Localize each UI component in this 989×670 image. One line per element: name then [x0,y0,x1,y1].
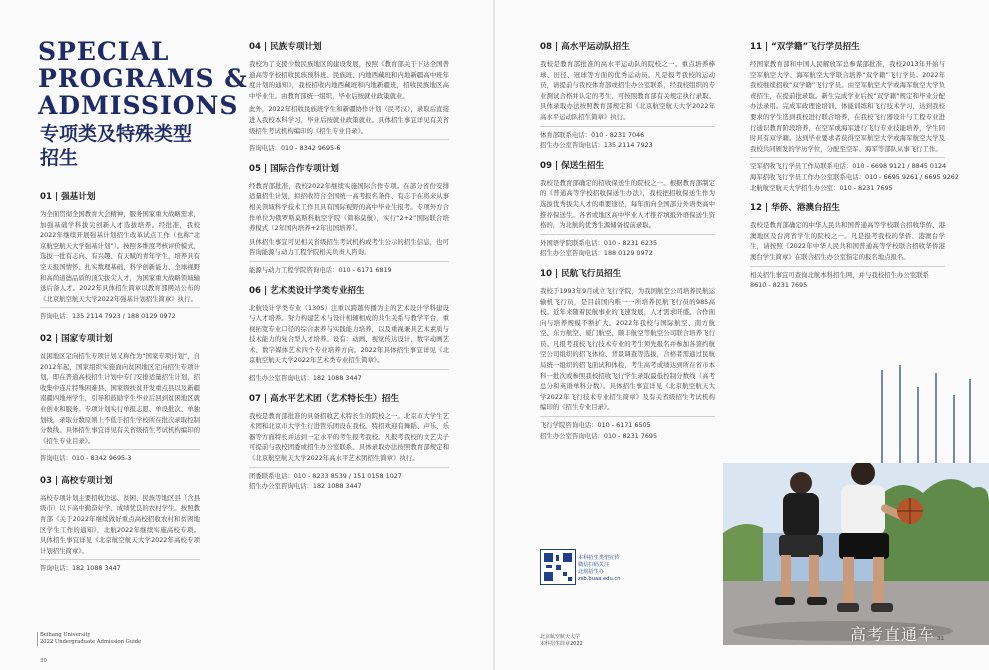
section-title: 01 | 强基计划 [40,192,96,202]
section-contact [540,234,715,259]
qr-code [540,549,576,585]
qr-caption [578,555,621,583]
section-body: 北航设计学类专业（130S）注重以跨越传播为主的艺术设计学科建设与人才培养。努力构建艺术与设计相辅相成的共生关系与教学平台，重视拓宽专业口径的综合素养与实践能力培养，以及重视兼具艺术素质与技术能力的复合型人才培养。设有：动画、视觉传达设计、数字动画艺术、数字媒体艺术四个专业培养方向。2022年具体招生事宜详见《北京航空航天大学2022年艺术类专业招生简章》。 [249,303,449,365]
section-body: 我校为了支援少数民族地区的建设发展，按照《教育部关于下达全国普通高等学校招收民族预科班、民族班、内地西藏班和内地新疆高中班年度计划的通知》，我校招收内地西藏班和内地新疆班，招收民族地区高中毕业生。由教育部统一组织，毕业后按就业政策就业。 [249,60,449,100]
footer-left [40,632,141,646]
section-contact [249,261,449,276]
page-number-right: 31 [937,636,944,642]
contact-line: 咨询电话：010 - 8342 9695-6 [249,144,341,153]
footer-line: 本科招生简章2022 [540,641,583,647]
column-3 [540,42,715,447]
footer-line: 2022 Undergraduate Admission Guide [40,639,142,645]
section-title: 10 | 民航飞行员招生 [540,268,622,279]
section-body: 具体招生事宜可见相关省级招生考试机构或考生公示的招生信息，也可咨询能源与动力工程学院相关负责人咨询。 [249,237,449,257]
qr-caption-line: 北航招生办 [578,569,604,575]
section-contact [249,467,449,492]
contact-line: 北航航空航天大学招生办公室：010 - 8231 7695 [750,183,893,192]
chinese-heading-line: 招生 [40,147,79,169]
section-title: 12 | 华侨、港澳台招生 [750,203,840,214]
heading-line: ADMISSIONS [38,91,239,120]
contact-line: 能源与动力工程学院咨询电话：010 - 6171 6819 [249,265,392,274]
page-number-left: 30 [40,658,47,664]
chinese-heading-line: 专项类及特殊类型 [40,123,193,145]
contact-line: 咨询电话：010 - 8342 9695-3 [40,454,132,463]
section-02 [40,334,200,464]
heading-line: PROGRAMS & [38,64,248,93]
contact-line: 招生办公室咨询电话：182 1088 3447 [249,482,362,491]
page-gutter [493,0,495,670]
section-title: 09 | 保送生招生 [540,160,605,171]
section-title: 07 | 高水平艺术团（艺术特长生）招生 [249,393,399,404]
contact-line: 团委联系电话：010 - 8233 8539 / 151 0158 1027 [249,471,402,480]
contact-line: 招生办公室咨询电话：188 0129 0972 [540,249,653,258]
section-12 [750,203,945,291]
contact-line: 体育部联系电话：010 - 8231 7046 [540,130,645,139]
qr-caption-line: zsb.buaa.edu.cn [578,576,621,582]
section-body: 我校是教育部确定的中华人民共和国普通高等学校联合招收华侨、港澳地区及台湾省学生的院校之一。凡是报考我校的华侨、港澳台学生，请按照《2022年中华人民共和国普通高等学校联合招收华侨港澳台学生简章》在联合招生办公室指定的报名地点报名。 [750,221,945,261]
section-03 [40,476,200,574]
chinese-heading [40,122,192,170]
section-08 [540,42,715,151]
section-body: 我校于1993年9月成立飞行学院，为我国航空公司培养民航运输机飞行员，是目前国内唯一一所培养民航飞行员的985高校。近年来随着民航事业的飞速发展，人才需求旺盛。合作面向与培养规模不断扩大。2022年我校与国际航空、南方航空、东方航空、厦门航空、顺丰航空等航空公司联合培养飞行员。凡报考我校飞行技术专业的考生须先报名并参加各签约航空公司组织的招飞体检、背景调查等选拔，合格者需通过民航局统一组织的招飞面试和体检，考生高考成绩达到所在省市本科一批次或参照我校招收飞行学生录取最低控制分数线（高考总分和英语单科分数）。具体招生事宜详见《北京航空航天大学2022年飞行技术专业招生简章》及有关省级招生考试机构编印的《招生专业目录》。 [540,286,715,412]
section-07 [249,394,449,492]
heading-line: SPECIAL [38,37,170,66]
section-contact [540,416,715,441]
section-title: 06 | 艺术类设计学类专业招生 [249,285,365,296]
section-11 [750,42,959,193]
section-body: 为全面贯彻全国教育大会精神，服务国家重大战略需求，加强基础学科拔尖创新人才选拔培养。经批准，我校2022年继续开展强基计划招生改革试点工作（也称“北京航空航天大学强基计划”）。按照多维度考核评价模式，选拔一批有志向、有兴趣、有天赋的青年学生，培养具有空天报国情怀、扎实数理基础、科学创新能力、全球视野和高尚道德品质的顶尖拔尖人才，为国家重大战略领域输送后备人才。2022年具体招生简章以教育部网站公布的《北京航空航天大学2022年强基计划招生简章》执行。 [40,210,200,303]
contact-line: 招生办公室咨询电话：182 1088 3447 [249,374,362,383]
section-05 [249,164,449,276]
contact-line: 8610 - 8231 7695 [750,281,808,290]
section-title: 05 | 国际合作专项计划 [249,163,339,174]
section-body: 我校是教育部批准的具备招收艺术特长生的院校之一。北京市大学生艺术团和北京市大学生行进管乐团设在我校。特招欢迎有舞蹈、声乐、乐器等方面特长并达到一定水平的考生报考我校。凡报考我校的文艺尖子可提前与我校团委或招生办公室联系。具体录取办法按照教育部规定和《北京航空航天大学2022年高水平艺术团招生简章》执行。 [249,411,449,463]
section-contact [40,307,200,322]
section-contact [249,369,449,384]
section-contact [40,449,200,464]
english-heading [38,38,248,119]
section-body: 高校专项计划主要招收边远、贫困、民族等地区县（含县级市）以下高中勤奋好学、成绩优良的农村学生。按照教育部《关于2022年继续做好重点高校招收农村和贫困地区学生工作的通知》，北航2022年继续实施高校专项。具体招生事宜详见《北京航空航天大学2022年高校专项计划招生简章》。 [40,493,200,555]
section-body: 此外，2022年招收民族班学生和新疆协作计划（民考汉），录取后直接进入我校本科学习，毕业后按就业政策就业。具体招生事宜详见有关省级招生考试机构编印的《招生专业目录》。 [249,105,449,135]
contact-line: 招生办公室咨询电话：135 2114 7923 [540,141,653,150]
section-body: 经国家教育部和中国人民解放军总参谋部批准，我校2013年开始与空军航空大学、海军航空大学联合培养“双学籍”飞行学员。2022年我校继续招收“双学籍”飞行学员。由空军航空大学或海军航空大学负责招生，在提前批录取。新生完成学业后按“双学籍”规定和毕业分配办法录用。完成军政理论培训、体能训练和飞行技术学习，达到我校要求的学生选到我校进行联合培养，在我校飞行器设计与工程专业进行通识教育阶段培养，在空军或海军进行飞行专业技能培养，学生同时具有双学籍。达到毕业要求者获得空军航空大学或海军航空大学及我校共同颁发的学历学位，分配至空军、海军等部队从事飞行工作。 [750,60,945,153]
footer-right [540,634,583,648]
footer-line: 北京航空航天大学 [540,634,581,640]
section-body: 我校是教育部确定的招收保送生的院校之一。根据教育部制定的《普通高等学校招收保送生办法》，我校把招收保送生作为选拔优秀拔尖人才的重要途径，每年面向全国部分外语类高中推荐保送生。各省或地区高中毕业人才推荐填报外语保送生资格的，为北航的优秀生源储备提前录取。 [540,178,715,230]
section-contact [540,126,715,151]
column-2 [249,42,449,498]
qr-caption-line: 微信扫码关注 [578,562,610,568]
contact-line: 海军招收飞行学员工作办公室联系电话：010 - 6695 9261 / 6695 9262 [750,172,959,181]
section-title: 03 | 高校专项计划 [40,475,113,486]
section-body: 我校是教育部批准的高水平运动队的院校之一。重点培养棒球、田径、冠球等方面的优秀运动员。凡是报考我校的运动员，请提前与我校体育部或招生办公室联系，经我校组织的专业测试合格并认定的考生，可按照教育部有关规定执行录取。具体录取办法按照教育部规定和《北京航空航天大学2022年高水平运动队招生简章》执行。 [540,60,715,121]
contact-line: 空军招收飞行学员工作局联系电话：010 - 6698 9121 / 8845 0124 [750,162,947,171]
contact-line: 咨询电话：135 2114 7923 / 188 0129 0972 [40,312,176,321]
section-title: 08 | 高水平运动队招生 [540,42,630,52]
spires-decoration [870,365,980,465]
section-01 [40,192,200,322]
section-title: 04 | 民族专项计划 [249,42,322,52]
contact-line: 飞行学院咨询电话：010 - 6171 6505 [540,421,651,430]
section-contact [249,139,449,154]
section-title: 11 | “双学籍”飞行学员招生 [750,42,860,52]
section-contact [750,157,959,193]
qr-caption-line: 本科招生类型宣传 [578,555,620,561]
section-06 [249,286,449,384]
column-4 [750,42,959,297]
contact-line: 外国语学院联系电话：010 - 8231 6235 [540,238,658,247]
section-title: 02 | 国家专项计划 [40,333,113,344]
watermark-text: 高考直通车 [850,625,936,644]
section-contact [750,266,945,291]
footer-rule [37,632,38,646]
section-body: 经教育部批准，我校2022年继续实施国际合作专项。在部分省份安排适量招生计划，拟招收符合全国统一高考报名条件、有志于在将来从事相关领域科学技术工作且具有国际视野的高中毕业生报考。专项外方合作单位为俄罗斯莫斯科航空学院（简称莫航），实行“2+2”国际联合培养模式（2年国内培养+2年出国培养）。 [249,181,449,233]
section-body: 贫困地区定向招生专项计划又称作为“国家专项计划”，自2012年起，国家组织实施面向贫困地区定向招生专项计划，即在普通高校招生计划中专门安排适量招生计划，招收集中连片特殊困难县、国家级扶贫开发重点县以及新疆南疆四地州学生，引导和鼓励学生毕业后回到贫困地区就业创业和服务。专项计划实行单报志愿、单设批次、单独划线，录取分数原则上不低于招生学校所在批次录取控制分数线。具体招生事宜详见有关省级招生考试机构编印的《招生专业目录》。 [40,351,200,445]
contact-line: 相关招生事宜可查询北航本科招生网，并与我校招生办公室联系 [750,270,929,279]
column-1 [40,192,200,580]
section-04 [249,42,449,154]
basketball-photo [723,463,989,645]
footer-line: Beihang University [40,632,91,638]
contact-line: 咨询电话：182 1088 3447 [40,564,121,573]
section-contact [40,559,200,574]
contact-line: 招生办公室咨询电话：010 - 8231 7695 [540,431,658,440]
section-10 [540,269,715,441]
section-09 [540,161,715,259]
